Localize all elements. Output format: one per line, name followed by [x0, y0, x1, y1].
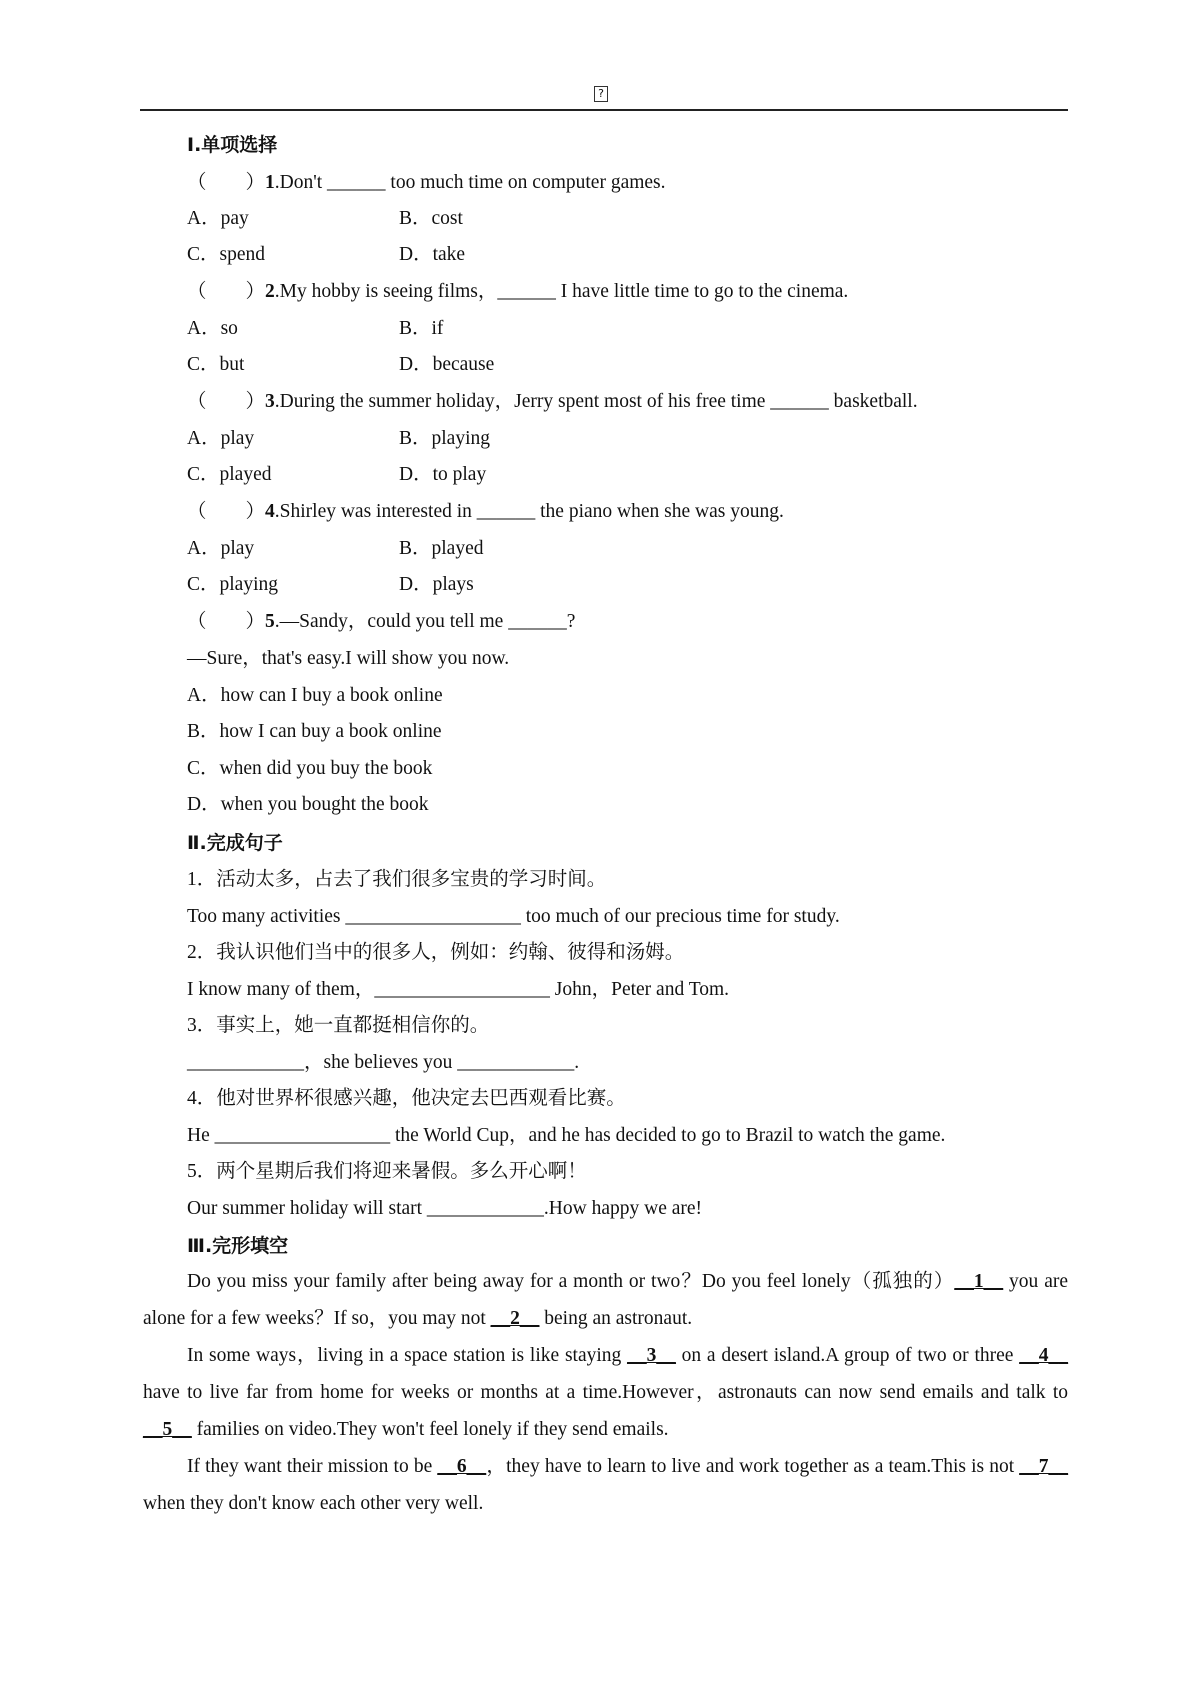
question-4	[187, 499, 784, 525]
option-c[interactable]: C．when did you buy the book	[187, 758, 433, 779]
answer-paren[interactable]: （ ）	[187, 391, 266, 412]
option-b[interactable]: B．playing	[399, 428, 490, 449]
question-number: 3	[265, 391, 275, 412]
option-b[interactable]: B．if	[399, 318, 444, 339]
option-c[interactable]: C．spend	[187, 244, 266, 265]
sentence-2-cn: 2．我认识他们当中的很多人，例如：约翰、彼得和汤姆。	[187, 942, 685, 963]
option-d[interactable]: D．because	[399, 354, 495, 375]
cloze-text: when they don't know each other very well.	[143, 1493, 484, 1514]
q4-options-ab	[187, 536, 484, 562]
option-d[interactable]: D．take	[399, 244, 466, 265]
q2-options-ab	[187, 316, 444, 342]
option-d[interactable]: D．to play	[399, 464, 487, 485]
cloze-text: ，they have to learn to live and work together as a team.This is not	[486, 1456, 1020, 1477]
cloze-text: being an astronaut.	[539, 1308, 693, 1329]
q5-reply: —Sure，that's easy.I will show you now.	[187, 648, 510, 669]
sentence-5-en[interactable]: Our summer holiday will start ____________.How happy we are!	[187, 1198, 703, 1219]
section-1-title: Ⅰ.单项选择	[187, 134, 278, 156]
cloze-text: families on video.They won't feel lonely if they send emails.	[191, 1419, 669, 1440]
cloze-blank-4[interactable]: __4__	[1019, 1345, 1068, 1366]
answer-paren[interactable]: （ ）	[187, 172, 266, 193]
question-number: 4	[265, 501, 275, 522]
question-5	[187, 609, 575, 635]
option-d[interactable]: D．plays	[399, 574, 474, 595]
sentence-2-en[interactable]: I know many of them，__________________ John，Peter and Tom.	[187, 979, 730, 1000]
cloze-blank-3[interactable]: __3__	[627, 1345, 676, 1366]
cloze-blank-6[interactable]: __6__	[437, 1456, 487, 1477]
question-stem: .—Sandy，could you tell me ______?	[274, 611, 576, 632]
question-3	[187, 389, 918, 415]
sentence-3-cn: 3．事实上，她一直都挺相信你的。	[187, 1015, 490, 1036]
option-a[interactable]: A．play	[187, 538, 255, 559]
cloze-paragraph-3	[143, 1448, 1068, 1522]
cloze-blank-5[interactable]: __5__	[143, 1419, 192, 1440]
question-number: 2	[265, 281, 275, 302]
q1-options-ab	[187, 206, 463, 232]
section-3-title: Ⅲ.完形填空	[187, 1235, 289, 1257]
question-number: 1	[265, 172, 275, 193]
sentence-1-cn: 1．活动太多，占去了我们很多宝贵的学习时间。	[187, 869, 607, 890]
q1-options-cd	[187, 242, 466, 268]
option-b[interactable]: B．how I can buy a book online	[187, 721, 442, 742]
option-a[interactable]: A．pay	[187, 208, 249, 229]
option-a[interactable]: A．so	[187, 318, 238, 339]
sentence-3-en[interactable]: ____________，she believes you ____________.	[187, 1052, 580, 1073]
sentence-5-cn: 5．两个星期后我们将迎来暑假。多么开心啊！	[187, 1161, 587, 1182]
option-b[interactable]: B．played	[399, 538, 484, 559]
question-stem: .During the summer holiday，Jerry spent most of his free time ______ basketball.	[274, 391, 918, 412]
section-2-title: Ⅱ.完成句子	[187, 832, 283, 854]
question-stem: .My hobby is seeing films，______ I have little time to go to the cinema.	[274, 281, 849, 302]
cloze-blank-7[interactable]: __7__	[1019, 1456, 1069, 1477]
question-number: 5	[265, 611, 275, 632]
cloze-blank-1[interactable]: __1__	[954, 1271, 1004, 1292]
cloze-text: on a desert island.A group of two or three	[675, 1345, 1020, 1366]
sentence-4-cn: 4．他对世界杯很感兴趣，他决定去巴西观看比赛。	[187, 1088, 626, 1109]
q3-options-ab	[187, 426, 490, 452]
q4-options-cd	[187, 572, 474, 598]
cloze-blank-2[interactable]: __2__	[490, 1308, 540, 1329]
cloze-text: If they want their mission to be	[187, 1456, 438, 1477]
cloze-text: you are alone for a few weeks？If so，you may not	[143, 1271, 1068, 1329]
option-b[interactable]: B．cost	[399, 208, 463, 229]
question-stem: .Shirley was interested in ______ the piano when she was young.	[274, 501, 784, 522]
cloze-text: have to live far from home for weeks or months at a time.However，astronauts can now send emails and talk to	[143, 1382, 1068, 1403]
header-mark: ?	[594, 86, 608, 102]
answer-paren[interactable]: （ ）	[187, 611, 266, 632]
option-a[interactable]: A．play	[187, 428, 255, 449]
header-rule	[140, 109, 1068, 111]
option-c[interactable]: C．playing	[187, 574, 278, 595]
cloze-paragraph-2	[143, 1337, 1068, 1448]
option-c[interactable]: C．played	[187, 464, 272, 485]
cloze-paragraph-1	[143, 1263, 1068, 1337]
cloze-text: In some ways，living in a space station is like staying	[187, 1345, 628, 1366]
q2-options-cd	[187, 352, 495, 378]
option-a[interactable]: A．how can I buy a book online	[187, 685, 443, 706]
option-c[interactable]: C．but	[187, 354, 245, 375]
sentence-1-en[interactable]: Too many activities __________________ too much of our precious time for study.	[187, 906, 840, 927]
option-d[interactable]: D．when you bought the book	[187, 794, 429, 815]
cloze-text: Do you miss your family after being away for a month or two？Do you feel lonely（孤独的）	[187, 1271, 955, 1292]
q3-options-cd	[187, 462, 487, 488]
sentence-4-en[interactable]: He __________________ the World Cup，and he has decided to go to Brazil to watch the game.	[187, 1125, 946, 1146]
answer-paren[interactable]: （ ）	[187, 501, 266, 522]
answer-paren[interactable]: （ ）	[187, 281, 266, 302]
question-stem: .Don't ______ too much time on computer games.	[274, 172, 666, 193]
question-2	[187, 279, 848, 305]
question-1	[187, 170, 666, 196]
